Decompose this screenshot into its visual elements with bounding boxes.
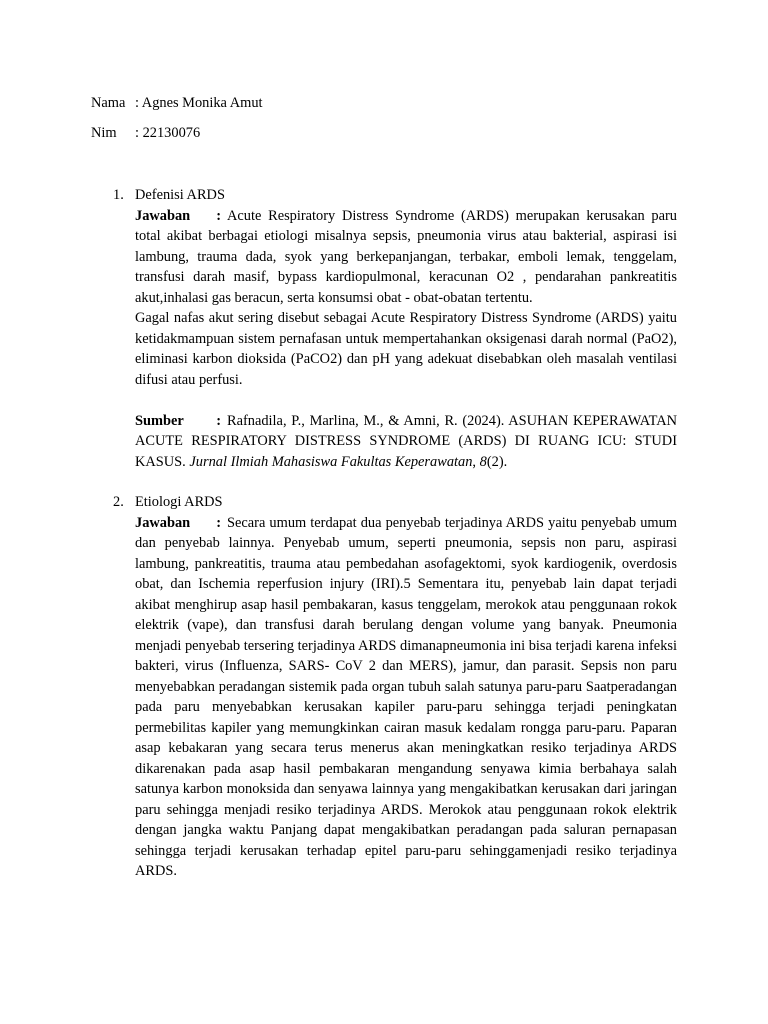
source-label: Sumber :: [135, 412, 221, 429]
definition-answer: [135, 206, 677, 309]
name-value: : Agnes Monika Amut: [135, 95, 263, 111]
section-title: Etiologi ARDS: [135, 494, 223, 510]
answer-label: Jawaban :: [135, 514, 221, 531]
section-number: 2.: [113, 494, 124, 510]
nim-label: Nim: [91, 125, 117, 141]
source-text: Rafnadila, P., Marlina, M., & Amni, R. (2024). ASUHAN KEPERAWATAN ACUTE RESPIRATORY DISTRESS SYNDROME (ARDS) DI RUANG ICU: STUDI KASUS.: [135, 412, 677, 470]
section-definition: [113, 185, 677, 472]
section-title: Defenisi ARDS: [135, 187, 225, 203]
nim-value: : 22130076: [135, 125, 201, 141]
source-journal: Jurnal Ilmiah Mahasiswa Fakultas Keperawatan: [189, 453, 473, 470]
source-volume: 8: [479, 453, 487, 470]
answer-text: Acute Respiratory Distress Syndrome (ARDS) merupakan kerusakan paru total akibat berbagai etiologi misalnya sepsis, pneumonia virus atau bakterial, aspirasi isi lambung, trauma dada, syok yang berkepanjangan, terbakar, emboli lemak, tenggelam, transfusi darah masif, bypass kardiopulmonal, keracunan O2 , pendarahan pankreatitis akut,inhalasi gas beracun, serta konsumsi obat - obat-obatan tertentu.: [135, 207, 677, 306]
source-issue: (2).: [486, 453, 508, 470]
definition-paragraph-2: Gagal nafas akut sering disebut sebagai Acute Respiratory Distress Syndrome (ARDS) yaitu ketidakmampuan sistem pernafasan untuk mempertahankan oksigenasi darah normal (PaO2), eliminasi karbon dioksida (PaCO2) dan pH yang adekuat disebabkan oleh masalah ventilasi difusi atau perfusi.: [135, 310, 677, 388]
etiology-answer: [135, 513, 677, 882]
student-name-line: [91, 93, 263, 113]
student-nim-line: [91, 123, 200, 143]
section-etiology: [113, 492, 677, 882]
definition-source: Sumber : Rafnadila, P., Marlina, M., & Amni, R. (2024). ASUHAN KEPERAWATAN ACUTE RESPIRATORY DISTRESS SYNDROME (ARDS) DI RUANG ICU: STUDI KASUS. Jurnal Ilmiah Mahasiswa Fakultas Keperawatan, 8(2).: [135, 412, 677, 470]
answer-text: Secara umum terdapat dua penyebab terjadinya ARDS yaitu penyebab umum dan penyebab lainnya. Penyebab umum, seperti pneumonia, sepsis non paru, aspirasi lambung, pankreatitis, trauma atau pembedahan asofagektomi, syok kardiogenik, overdosis obat, dan Ischemia reperfusion injury (IRI).5 Sementara itu, penyebab lain dapat terjadi akibat menghirup asap hasil pembakaran, kasus tenggelam, merokok atau penggunaan rokok elektrik (vape), dan transfusi darah berulang dengan volume yang banyak. Pneumonia menjadi penyebab tersering terjadinya ARDS dimanapneumonia ini bisa terjadi karena infeksi bakteri, virus (Influenza, SARS- CoV 2 dan MERS), jamur, dan parasit. Sepsis non paru menyebabkan peradangan sistemik pada organ tubuh salah satunya paru-paru Saatperadangan pada paru menyebabkan kerusakan kapiler paru-paru sehingga terjadi peningkatan permebilitas kapiler yang memungkinkan cairan masuk kedalam rongga paru-paru. Paparan asap kebakaran yang secara terus menerus akan meningkatkan resiko terjadinya ARDS dikarenakan pada asap hasil pembakaran mengandung senyawa kimia berbahaya salah satunya karbon monoksida dan senyawa lainnya yang mengakibatkan kerusakan dari jaringan paru sehingga menjadi resiko terjadinya ARDS. Merokok atau penggunaan rokok elektrik dengan jangka waktu Panjang dapat mengakibatkan peradangan pada saluran pernapasan sehingga terjadi kerusakan terhadap epitel paru-paru sehinggamenjadi resiko terjadinya ARDS.: [135, 514, 677, 879]
section-number: 1.: [113, 187, 124, 203]
name-label: Nama: [91, 95, 126, 111]
answer-label: Jawaban :: [135, 207, 221, 224]
